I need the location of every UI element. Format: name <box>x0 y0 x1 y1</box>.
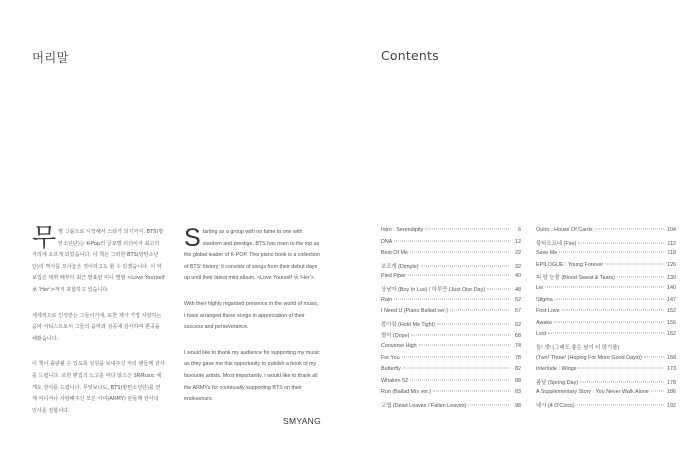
toc-entry-title: Outro : House Of Cards <box>536 227 593 233</box>
toc-entry-title: 둘! 셋! (그래도 좋은 날이 더 많기를) <box>536 344 620 351</box>
toc-entry <box>381 239 521 251</box>
toc-entry-page: 98 <box>515 402 521 409</box>
toc-entry-page: 112 <box>667 240 676 247</box>
toc-entry-page: 40 <box>515 273 521 280</box>
toc-leader-dots <box>394 240 509 241</box>
toc-entry-page: 173 <box>667 366 676 373</box>
toc-entry <box>381 343 521 355</box>
toc-leader-dots <box>578 242 664 243</box>
toc-entry <box>381 320 521 332</box>
toc-entry <box>381 331 521 343</box>
toc-entry <box>381 355 521 367</box>
preface-en-paragraph-3: I would like to thank my audience for supporting my music as they gave me this opportunity to publish a book of my favourite artists. Most importantly, I would like to thank all the ARMYs for continually supporting BTS on their endeavours. <box>184 349 320 403</box>
toc-entry-page: 12 <box>515 238 521 245</box>
toc-entry <box>536 285 676 297</box>
toc-entry-title: Pied Piper <box>381 273 406 280</box>
toc-leader-dots <box>580 381 664 382</box>
preface-en-text-1: tarting as a group with no fame to one with stardom and prestige, BTS has risen to the top as the global leader of K-POP. This piano book is a collection of BTS' history; it consists of songs from their debut days up until their latest mini album, <Love Yourself 承 'Her'>. <box>184 229 320 282</box>
toc-leader-dots <box>402 356 509 357</box>
toc-entry-page: 62 <box>515 321 521 328</box>
toc-leader-dots <box>450 310 509 311</box>
toc-entry-page: 162 <box>667 331 676 338</box>
toc-leader-dots <box>425 229 509 230</box>
toc-entry-title: 봄날 (Spring Day) <box>536 379 579 386</box>
toc-leader-dots <box>411 335 509 336</box>
toc-entry <box>536 320 676 332</box>
toc-leader-dots <box>651 391 664 392</box>
toc-entry <box>381 378 521 390</box>
author-signature: SMYANG <box>283 416 322 426</box>
contents-page <box>350 0 700 467</box>
toc-leader-dots <box>617 277 664 278</box>
toc-entry-page: 186 <box>667 389 676 396</box>
toc-entry <box>536 262 676 274</box>
toc-leader-dots <box>548 333 664 334</box>
toc-entry-title: Rain <box>381 296 393 303</box>
preface-title: 머리말 <box>32 50 69 65</box>
toc-entry <box>381 401 521 413</box>
toc-entry-page: 168 <box>667 354 676 361</box>
toc-entry-title: 네시 (4 O'Clock) <box>536 402 575 409</box>
toc-leader-dots <box>403 368 509 369</box>
toc-entry-page: 93 <box>515 389 521 396</box>
toc-entry <box>381 250 521 262</box>
toc-leader-dots <box>487 288 509 289</box>
toc-entry-title: EPILOGUE : Young Forever <box>536 261 604 268</box>
toc-entry <box>536 401 676 413</box>
toc-leader-dots <box>408 275 509 276</box>
toc-entry <box>536 297 676 309</box>
toc-leader-dots <box>419 344 509 345</box>
toc-entry <box>536 343 676 355</box>
toc-entry-title: 쩔어 (Dope) <box>381 333 410 340</box>
preface-en-paragraph-2: With their highly regarded presence in the world of music, I have arranged these songs in appreciation of their success and perseverance. <box>184 300 319 331</box>
toc-entry-page: 192 <box>667 402 676 409</box>
contents-title: Contents <box>381 48 439 63</box>
toc-entry-page: 82 <box>515 366 521 373</box>
preface-ko-dropcap: 무 <box>32 223 57 252</box>
toc-leader-dots <box>644 356 664 357</box>
toc-entry-title: 불타오르네 (Fire) <box>536 240 577 247</box>
toc-entry-page: 118 <box>667 250 676 257</box>
toc-entry-page: 52 <box>515 296 521 303</box>
toc-leader-dots <box>545 286 664 287</box>
toc-leader-dots <box>433 391 509 392</box>
toc-leader-dots <box>421 265 510 266</box>
toc-entry-title: For You <box>381 354 400 361</box>
toc-entry <box>536 239 676 251</box>
toc-entry-page: 32 <box>515 263 521 270</box>
toc-entry-page: 156 <box>667 319 676 326</box>
toc-entry-page: 126 <box>667 261 676 268</box>
toc-entry <box>381 273 521 285</box>
toc-entry-page: 152 <box>667 308 676 315</box>
toc-leader-dots <box>394 298 509 299</box>
toc-entry-page: 178 <box>667 379 676 386</box>
toc-entry-page: 140 <box>667 284 676 291</box>
toc-leader-dots <box>468 404 509 405</box>
toc-entry <box>536 273 676 285</box>
toc-entry <box>536 308 676 320</box>
preface-en-dropcap: S <box>184 224 201 252</box>
preface-en-paragraph-1 <box>184 224 321 285</box>
toc-entry <box>536 250 676 262</box>
toc-entry-title: (Two! Three! (Hoping For More Good Days)) <box>536 354 642 361</box>
preface-ko-text-1: 명 그룹으로 시작해서 스타가 되기까지, BTS(방탄소년단)는 K-Pop의 글로벌 리더이자 최고의 자리에 오르게 되었습니다. 이 책은 그러한 BTS(방탄소년단)의 역사를 모아놓은 것이라고도 할 수 있겠습니다. 이 악보집은 데뷔 때부터 최근 발표된 미니 앨범 <Love Yourself 承 'Her'>까지 포함하고 있습니다. <box>32 229 165 293</box>
toc-entry-page: 6 <box>518 227 521 233</box>
preface-ko-paragraph-1 <box>32 223 165 297</box>
toc-entry-title: Best Of Me <box>381 250 408 257</box>
toc-entry <box>381 297 521 309</box>
toc-entry-title: I Need U (Piano Ballad ver.) <box>381 308 448 315</box>
toc-entry-title: Save Me <box>536 250 558 257</box>
toc-entry-page: 147 <box>667 296 676 303</box>
toc-entry-title: DNA <box>381 238 393 245</box>
toc-entry <box>536 355 676 367</box>
toc-entry-page: 74 <box>515 342 521 349</box>
toc-entry <box>536 389 676 401</box>
toc-leader-dots <box>410 379 509 380</box>
toc-entry-title: Run (Ballad Mix ver.) <box>381 389 432 396</box>
toc-leader-dots <box>559 252 664 253</box>
toc-entry-page: 68 <box>515 333 521 340</box>
preface-korean-column <box>32 223 165 431</box>
toc-entry-title: Intro : Serendipity <box>381 227 424 233</box>
toc-entry-title: 상남자 (Boy In Luv) / 하루만 (Just One Day) <box>381 286 486 293</box>
toc-entry-title: Awake <box>536 319 553 326</box>
toc-leader-dots <box>562 310 664 311</box>
toc-entry <box>536 227 676 239</box>
toc-entry-title: 잡아줘 (Hold Me Tight) <box>381 321 435 328</box>
toc-entry-title: Butterfly <box>381 366 401 373</box>
toc-entry <box>381 262 521 274</box>
preface-english-column <box>184 224 321 420</box>
toc-entry-title: 고엽 (Dead Leaves / Fallen Leaves) <box>381 402 467 409</box>
toc-entry-title: Whalien 52 <box>381 377 408 384</box>
toc-leader-dots <box>577 404 664 405</box>
toc-entry <box>381 308 521 320</box>
toc-entry-title: A Supplementary Story : You Never Walk Alone <box>536 389 649 396</box>
toc-entry-title: Lie <box>536 284 544 291</box>
toc-entry <box>536 366 676 378</box>
toc-entry-title: 보조개 (Dimple) <box>381 263 419 270</box>
toc-entry-page: 78 <box>515 354 521 361</box>
toc-entry-title: First Love <box>536 308 560 315</box>
toc-entry <box>381 227 521 239</box>
preface-ko-paragraph-2: 세계적으로 인정받는 그들이기에, 또한 제가 가장 사랑하는 음악 아티스트로서 그들의 음악과 성공에 감사하며 편곡을 해봤습니다. <box>32 312 162 342</box>
toc-leader-dots <box>554 321 664 322</box>
toc-entry-page: 104 <box>667 227 676 233</box>
toc-entry <box>381 285 521 297</box>
toc-entry-page: 22 <box>515 250 521 257</box>
toc-column-left <box>381 227 521 413</box>
toc-entry-title: Lost <box>536 331 547 338</box>
toc-leader-dots <box>578 368 664 369</box>
toc-entry-page: 48 <box>515 286 521 293</box>
preface-ko-paragraph-3: 이 책이 출판될 수 있도록 성원을 보내주신 저의 팬들께 감사를 드립니다. 또한 편집의 노고를 마다 않으신 SRMusic 에게도 감사를 드립니다. 무엇보다도, BTS(방탄소년단)를 언제 어디서나 사랑해주신 모든 아미(ARMY) 분들께 감사의 인사를 전합니다. <box>32 361 165 414</box>
toc-entry-title: 피 땀 눈물 (Blood Sweat & Tears) <box>536 275 615 282</box>
toc-entry-page: 88 <box>515 377 521 384</box>
toc-entry <box>381 389 521 401</box>
toc-entry-page: 130 <box>667 275 676 282</box>
toc-entry-title: Converse High <box>381 342 417 349</box>
toc-entry-title: Stigma <box>536 296 553 303</box>
toc-leader-dots <box>437 323 509 324</box>
toc-leader-dots <box>410 252 509 253</box>
toc-leader-dots <box>605 263 664 264</box>
toc-entry <box>536 378 676 390</box>
toc-entry-page: 57 <box>515 308 521 315</box>
toc-entry <box>536 331 676 343</box>
toc-entry <box>381 366 521 378</box>
toc-leader-dots <box>595 229 664 230</box>
toc-leader-dots <box>555 298 664 299</box>
toc-column-right <box>536 227 676 413</box>
toc-entry-title: Interlude : Wings <box>536 366 577 373</box>
